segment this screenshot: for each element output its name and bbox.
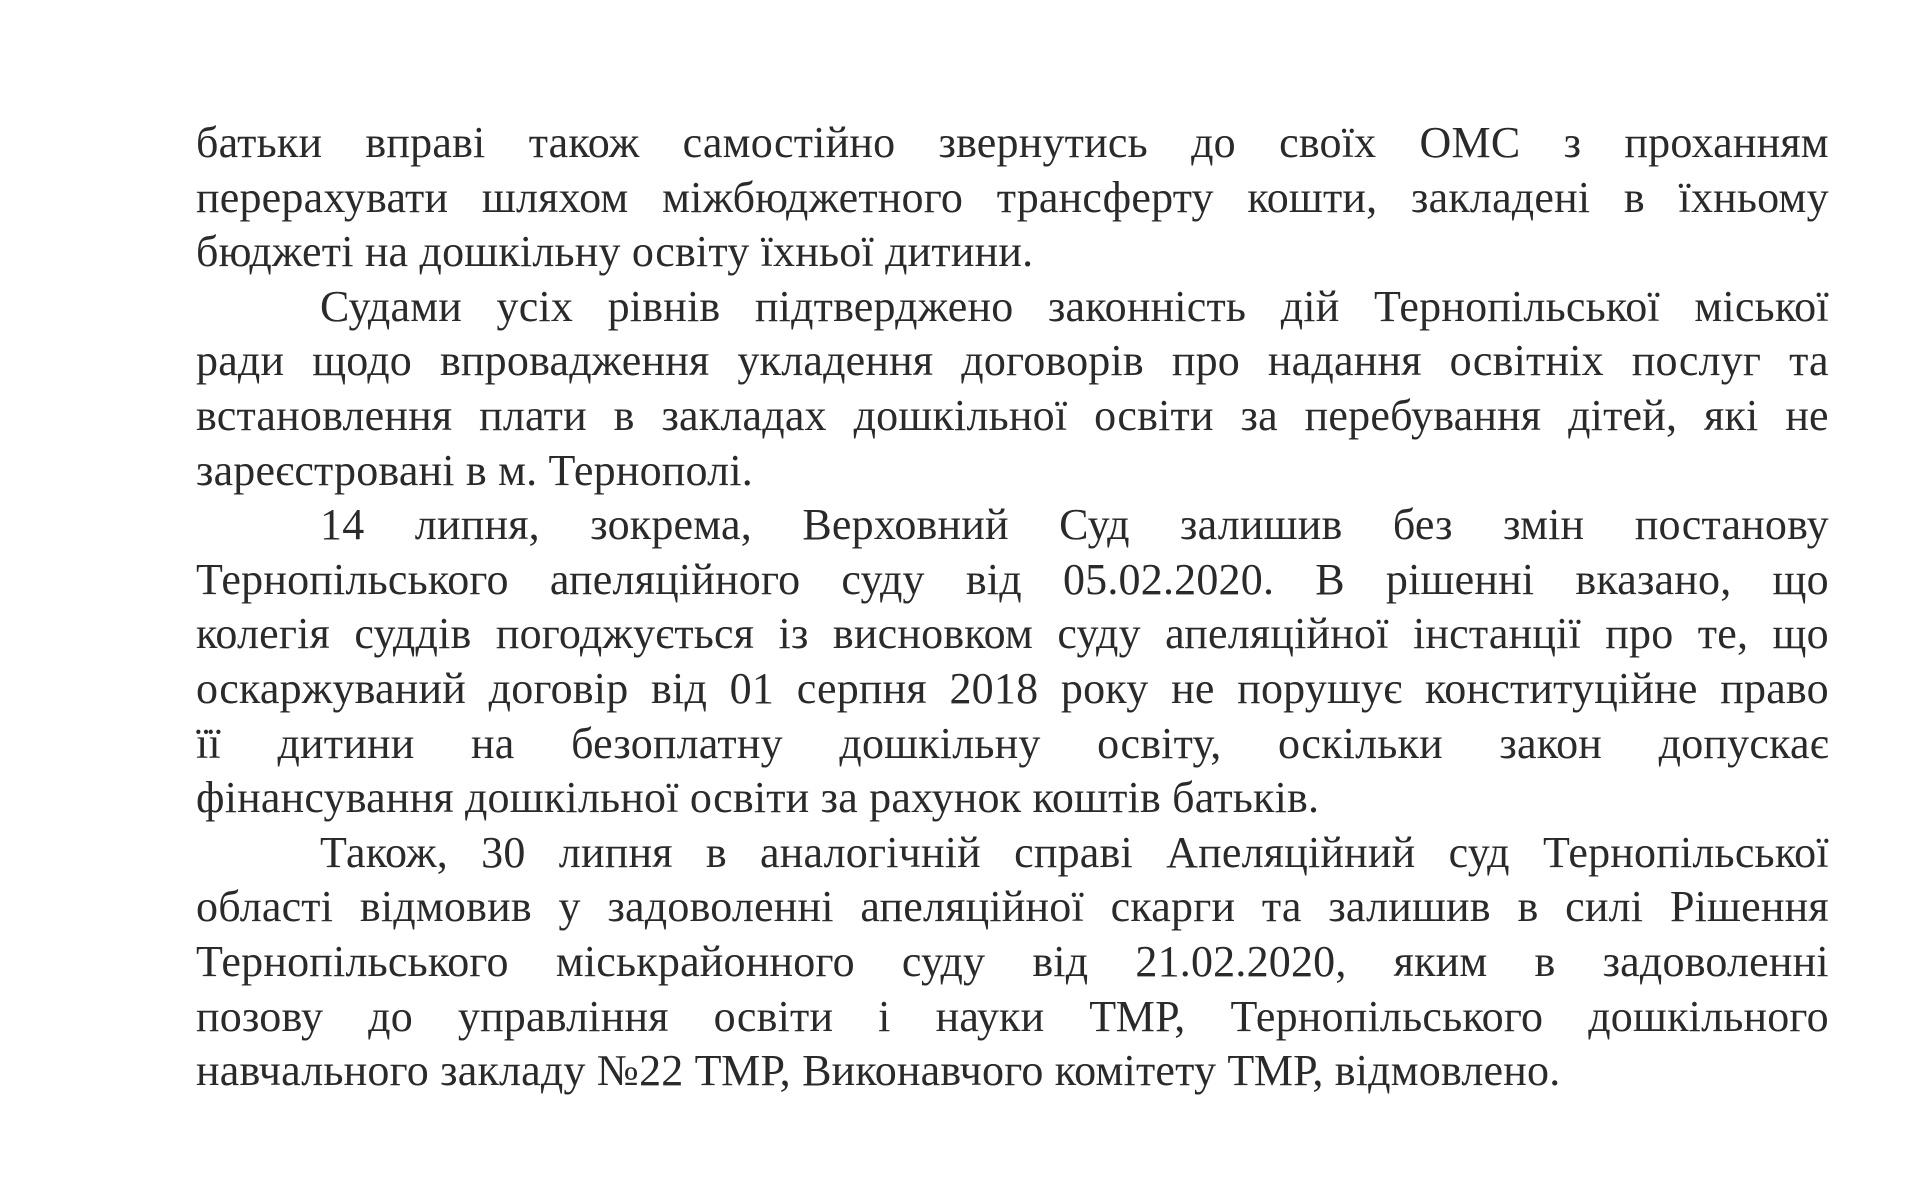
text-line: перерахувати шляхом міжбюджетного трансферту кошти, закладені в їхньому ​ (196, 172, 1840, 222)
text-line: Також, 30 липня в аналогічній справі Апеляційний суд Тернопільської ​ (320, 827, 1840, 877)
text-line: її дитини на безоплатну дошкільну освіту, оскільки закон допускає ​ (196, 718, 1840, 768)
paragraph-3 (196, 498, 1840, 826)
paragraph-4 (196, 826, 1840, 1099)
text-line: батьки вправі також самостійно звернутись до своїх ОМС з проханням ​ (196, 118, 1840, 167)
text-line: оскаржуваний договір від 01 серпня 2018 року не порушує конституційне право ​ (196, 663, 1840, 713)
text-line: Тернопільського міськрайонного суду від 21.02.2020, яким в задоволенні ​ (196, 936, 1840, 986)
text-line: бюджеті на дошкільну освіту їхньої дитини. (196, 227, 1034, 277)
text-line: колегія суддів погоджується із висновком суду апеляційної інстанції про те, що ​ (196, 609, 1840, 659)
paragraph-2 (196, 280, 1840, 498)
text-line: Тернопільського апеляційного суду від 05.02.2020. В рішенні вказано, що ​ (196, 554, 1840, 604)
text-line: встановлення плати в закладах дошкільної освіти за перебування дітей, які не ​ (196, 390, 1840, 440)
text-line: позову до управління освіти і науки ТМР, Тернопільського дошкільного ​ (196, 991, 1840, 1041)
text-line: ради щодо впровадження укладення договорів про надання освітніх послуг та ​ (196, 336, 1840, 386)
text-line: фінансування дошкільної освіти за рахунок коштів батьків. (196, 773, 1320, 823)
text-line: зареєстровані в м. Тернополі. (196, 445, 753, 495)
text-line: Судами усіх рівнів підтверджено законність дій Тернопільської міської ​ (320, 281, 1840, 331)
document-text (196, 116, 1840, 1099)
paragraph-1 (196, 116, 1840, 280)
text-line: навчального закладу №22 ТМР, Виконавчого комітету ТМР, відмовлено. (196, 1046, 1561, 1096)
text-line: області відмовив у задоволенні апеляційної скарги та залишив в силі Рішення ​ (196, 882, 1840, 932)
text-line: 14 липня, зокрема, Верховний Суд залишив без змін постанову ​ (320, 500, 1840, 550)
